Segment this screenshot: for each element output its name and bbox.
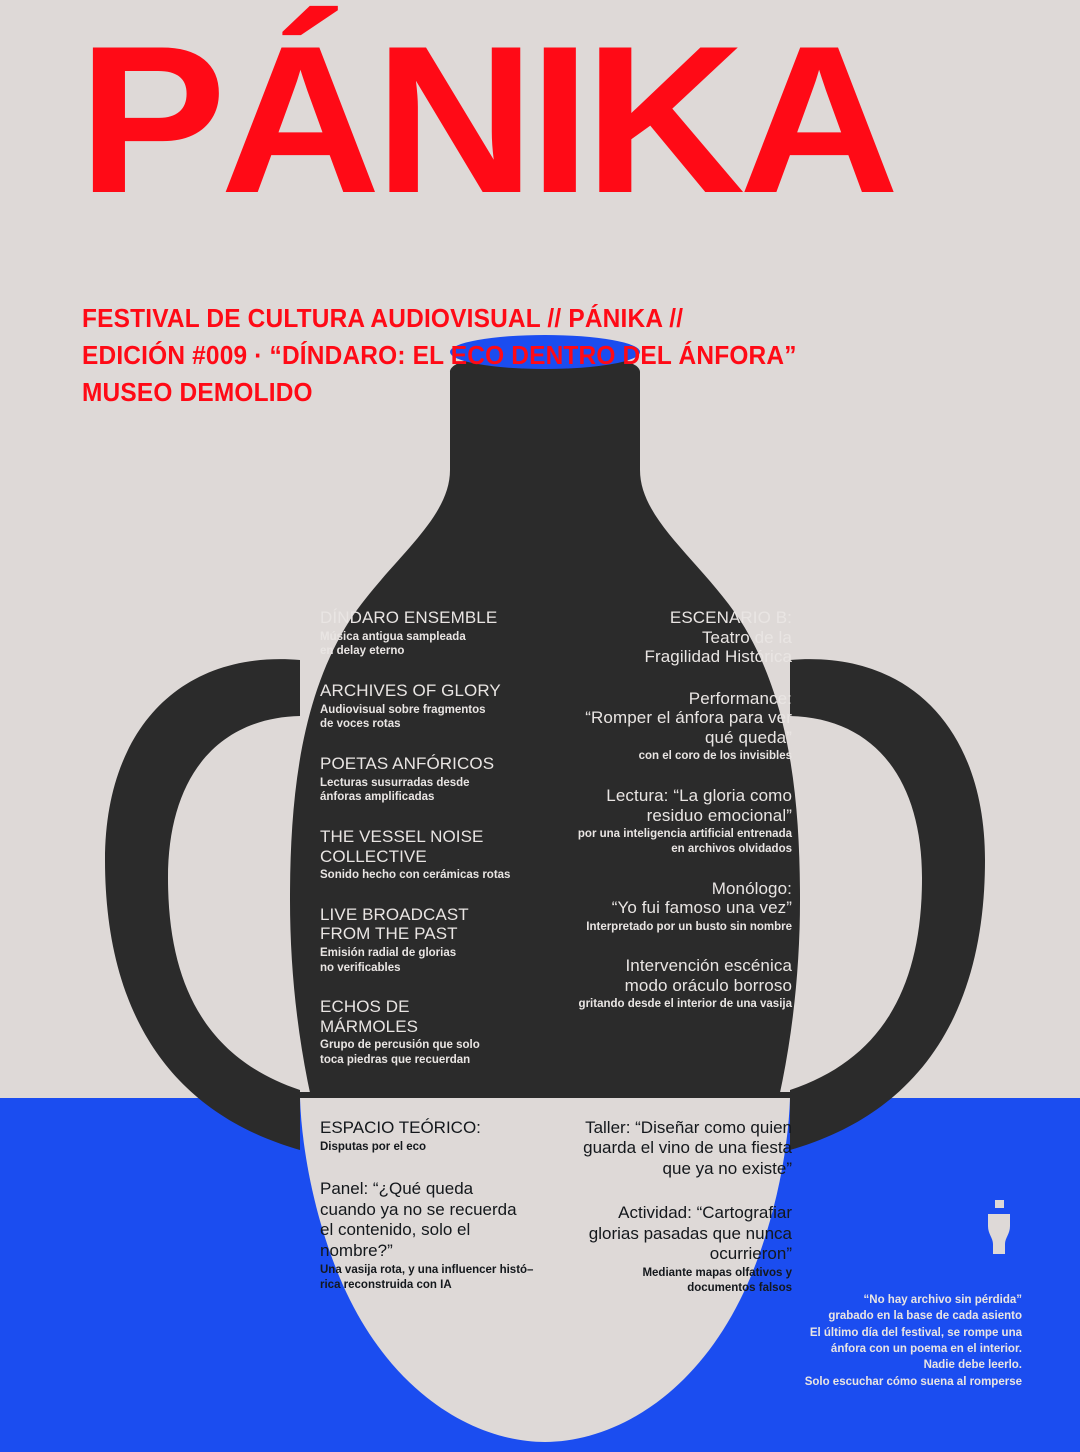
theory-head: ESPACIO TEÓRICO: [320,1118,481,1137]
lineup-head: DÍNDARO ENSEMBLE [320,608,498,627]
stage-sub: por una inteligencia artificial entrenada en archivos olvidados [577,828,792,855]
theory-panel-head: Panel: “¿Qué queda cuando ya no se recuerda el contenido, solo el nombre?” [320,1179,517,1260]
theory-panel-sub: Una vasija rota, y una influencer histó– rica reconstruida con IA [320,1263,534,1291]
lineup-sub: Música antigua sampleada en delay eterno [320,630,466,658]
lineup-head: POETAS ANFÓRICOS [320,753,495,773]
stage-sub: Interpretado por un busto sin nombre [586,920,792,933]
lineup-head: THE VESSEL NOISE COLLECTIVE [320,826,484,866]
footer-note: “No hay archivo sin pérdida” grabado en la base de cada asiento El último día del festival, se rompe una ánfora con un poema en el interior. Nadie debe leerlo. Solo escuchar cómo suena al romperse [804,1294,1022,1388]
lineup-sub: Emisión radial de glorias no verificables [320,946,457,974]
list-item [320,997,540,1068]
lineup-list [320,608,540,1090]
list-item [548,689,792,764]
list-item [320,608,540,659]
poster-subtitle [82,300,797,412]
list-item [320,827,540,883]
list-item [548,879,792,935]
list-item [548,608,792,667]
list-item [548,1118,792,1179]
lineup-sub: Audiovisual sobre fragmentos de voces rotas [320,703,486,731]
workshop-head: Actividad: “Cartografiar glorias pasadas que nunca ocurrieron” [588,1203,792,1263]
stage-head: Monólogo: “Yo fui famoso una vez” [611,878,792,918]
lineup-sub: Grupo de percusión que solo toca piedras que recuerdan [320,1039,480,1067]
subtitle-line-1: FESTIVAL DE CULTURA AUDIOVISUAL // PÁNIKA // [82,303,684,333]
list-item [320,754,540,805]
lineup-sub: Lecturas susurradas desde ánforas amplificadas [320,776,470,804]
theory-section [320,1118,540,1317]
theory-sub: Disputas por el eco [320,1141,427,1154]
stage-head: Intervención escénica modo oráculo borroso [624,956,792,995]
list-item [320,681,540,732]
lineup-head: ARCHIVES OF GLORY [320,680,501,700]
subtitle-line-3: MUSEO DEMOLIDO [82,377,313,408]
workshop-sub: Mediante mapas olfativos y documentos falsos [642,1267,792,1295]
stage-sub: gritando desde el interior de una vasija [578,998,792,1011]
list-item [548,1203,792,1296]
list-item [548,786,792,857]
list-item [548,956,792,1012]
theory-panel-block [320,1179,540,1292]
lineup-head: LIVE BROADCAST FROM THE PAST [320,904,469,944]
stage-head: Performance: “Romper el ánfora para ver qué queda” [585,688,792,747]
lineup-sub: Sonido hecho con cerámicas rotas [320,869,511,882]
page-title: PÁNIKA [78,2,894,237]
stage-head: Lectura: “La gloria como residuo emocional” [606,786,792,825]
subtitle-line-2: EDICIÓN #009 · “DÍNDARO: EL ECO DENTRO DEL ÁNFORA” [82,340,797,371]
stage-sub: con el coro de los invisibles [638,750,792,763]
amphora-mark-icon [976,1200,1022,1254]
workshop-head: Taller: “Diseñar como quien guarda el vino de una fiesta que ya no existe” [583,1118,792,1178]
lineup-head: ECHOS DE MÁRMOLES [320,997,419,1036]
theory-title-block [320,1118,540,1155]
stage-head: ESCENARIO B: Teatro de la Fragilidad Histórica [644,608,792,667]
workshops-section [548,1118,792,1320]
list-item [320,905,540,976]
stage-program-list [548,608,792,1034]
